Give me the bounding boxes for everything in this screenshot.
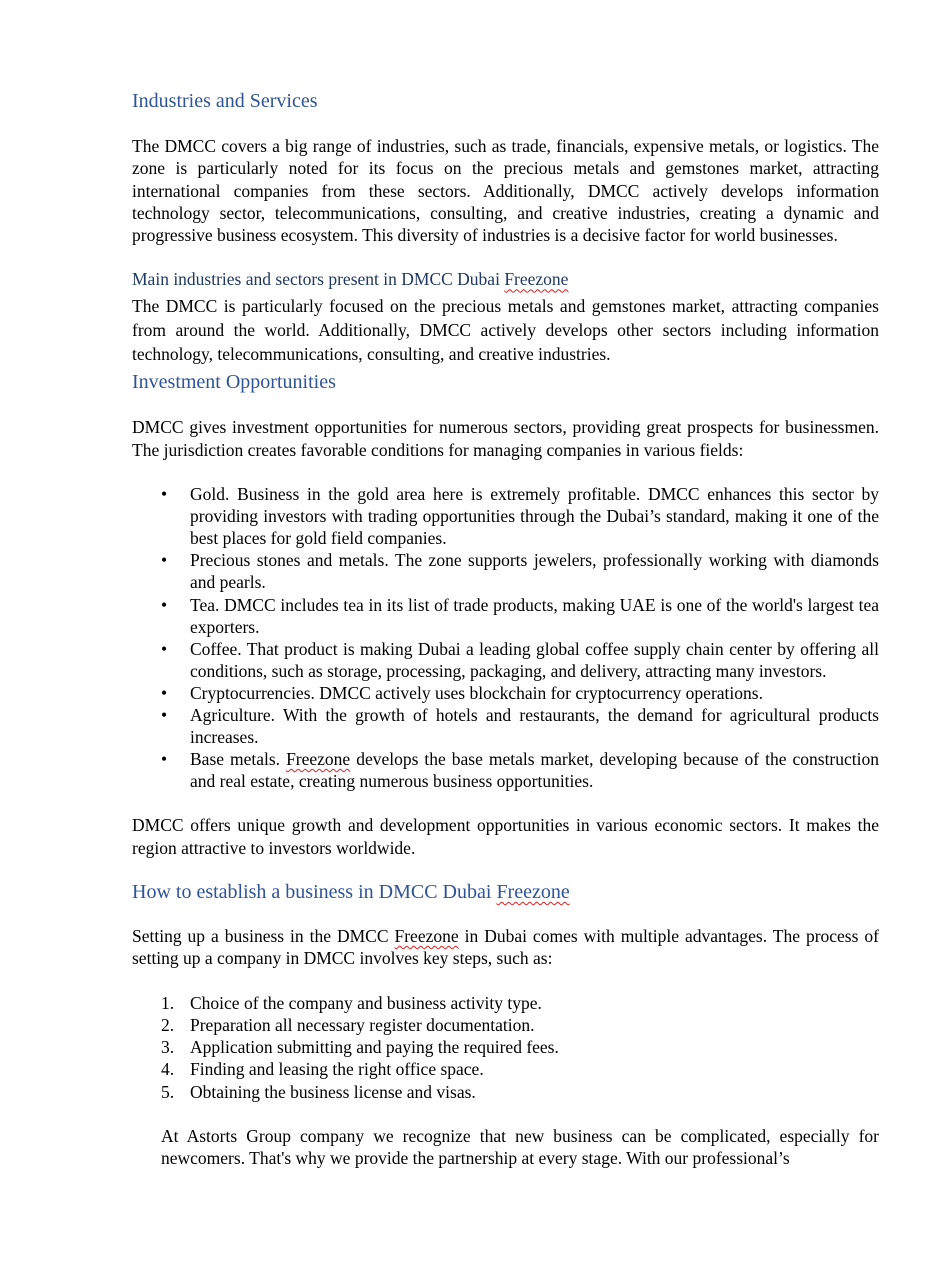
bullet-icon: • <box>161 749 168 770</box>
investment-conclusion-paragraph: DMCC offers unique growth and development opportunities in various economic sectors. It makes the region attractive to investors worldwide. <box>132 815 879 858</box>
list-item <box>132 1058 879 1080</box>
step-number: 1. <box>161 992 175 1013</box>
spellcheck-flagged-word[interactable]: Freezone <box>394 925 459 946</box>
list-item <box>132 594 879 638</box>
spellcheck-flagged-word[interactable]: Freezone <box>504 269 569 290</box>
step-text: Obtaining the business license and visas. <box>190 1081 476 1102</box>
list-item <box>132 992 879 1014</box>
industries-paragraph: The DMCC covers a big range of industries, such as trade, financials, expensive metals, or logistics. The zone is particularly noted for its focus on the precious metals and gemstones market, attracting international companies from these sectors. Additionally, DMCC actively develops information technology sector, telecommunications, consulting, and creative industries, creating a dynamic and progressive business ecosystem. This diversity of industries is a decisive factor for world businesses. <box>132 136 879 246</box>
list-item-text: Tea. DMCC includes tea in its list of trade products, making UAE is one of the world's largest tea exporters. <box>190 594 879 637</box>
list-item-text: Precious stones and metals. The zone supports jewelers, professionally working with diamonds and pearls. <box>190 550 879 593</box>
list-item-text-before: Base metals. <box>190 749 287 770</box>
spellcheck-flagged-word[interactable]: Freezone <box>496 880 570 903</box>
step-text: Application submitting and paying the required fees. <box>190 1037 559 1058</box>
list-item <box>132 549 879 593</box>
subheading-main-industries <box>132 268 879 290</box>
step-number: 3. <box>161 1037 175 1058</box>
step-number: 5. <box>161 1081 175 1102</box>
list-item <box>132 483 879 549</box>
list-item-text-after: develops the base metals market, developing because of the construction and real estate, creating numerous business opportunities. <box>190 749 880 792</box>
bullet-icon: • <box>161 682 168 703</box>
establish-intro-paragraph <box>132 925 879 970</box>
investment-bullet-list <box>132 483 879 792</box>
list-item-text: Cryptocurrencies. DMCC actively uses blockchain for cryptocurrency operations. <box>190 682 763 703</box>
list-item <box>132 1081 879 1103</box>
list-item-text: Coffee. That product is making Dubai a leading global coffee supply chain center by offering all conditions, such as storage, processing, packaging, and delivery, attracting many investors. <box>190 638 879 681</box>
section-heading-investment: Investment Opportunities <box>132 371 336 394</box>
establish-intro-before: Setting up a business in the DMCC <box>132 925 395 946</box>
list-item <box>132 682 879 704</box>
list-item <box>132 1036 879 1058</box>
bullet-icon: • <box>161 638 168 659</box>
list-item <box>132 704 879 748</box>
list-item <box>132 1014 879 1036</box>
document-page <box>132 88 879 1170</box>
step-number: 4. <box>161 1059 175 1080</box>
section-heading-industries: Industries and Services <box>132 90 318 112</box>
section-heading-establish-text: How to establish a business in DMCC Dubai <box>132 880 497 903</box>
establish-intro-after: in Dubai comes with multiple advantages. The process of setting up a company in DMCC involves key steps, such as: <box>132 925 879 969</box>
bullet-icon: • <box>161 550 168 571</box>
main-industries-paragraph: The DMCC is particularly focused on the precious metals and gemstones market, attracting companies from around the world. Additionally, DMCC actively develops other sectors including information technology, telecommunications, consulting, and creative industries. <box>132 296 879 365</box>
bullet-icon: • <box>161 484 168 505</box>
establish-closing-paragraph: At Astorts Group company we recognize that new business can be complicated, especially for newcomers. That's why we provide the partnership at every stage. With our professional’s <box>161 1126 879 1169</box>
step-text: Preparation all necessary register documentation. <box>190 1014 535 1035</box>
spellcheck-flagged-word[interactable]: Freezone <box>286 749 351 770</box>
list-item-text: Gold. Business in the gold area here is extremely profitable. DMCC enhances this sector by providing investors with trading opportunities through the Dubai’s standard, making it one of the best places for gold field companies. <box>190 484 879 549</box>
subheading-main-industries-text: Main industries and sectors present in DMCC Dubai <box>132 269 505 290</box>
investment-intro-paragraph: DMCC gives investment opportunities for numerous sectors, providing great prospects for businessmen. The jurisdiction creates favorable conditions for managing companies in various fields: <box>132 417 879 460</box>
step-text: Choice of the company and business activity type. <box>190 992 542 1013</box>
list-item <box>132 638 879 682</box>
establish-steps-list <box>132 992 879 1103</box>
bullet-icon: • <box>161 594 168 615</box>
list-item-text: Agriculture. With the growth of hotels and restaurants, the demand for agricultural products increases. <box>190 705 879 748</box>
section-heading-establish <box>132 879 879 905</box>
bullet-icon: • <box>161 705 168 726</box>
step-number: 2. <box>161 1014 175 1035</box>
list-item <box>132 748 879 792</box>
step-text: Finding and leasing the right office space. <box>190 1059 484 1080</box>
